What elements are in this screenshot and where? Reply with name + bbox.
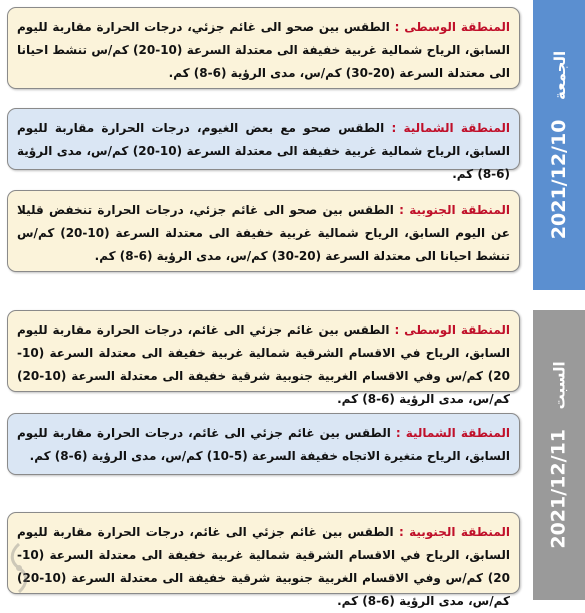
watermark-logo-icon: [6, 542, 32, 594]
forecast-text: الطقس بين غائم جزئي الى غائم، درجات الحرارة مقاربة لليوم السابق، الرياح متغيرة الاتجاه خفيفة السرعة (5-10) كم/س، مدى الرؤية (6-8) كم.: [17, 426, 510, 463]
forecast-text: الطقس بين صحو الى غائم جزئي، درجات الحرارة مقاربة لليوم السابق، الرياح شمالية غربية خفيفة الى معتدلة السرعة (10-20) كم/س تنشط احيانا الى معتدلة السرعة (20-30) كم/س، مدى الرؤية (6-8) كم.: [17, 20, 510, 80]
forecast-card-central-day1: [7, 7, 520, 89]
day-strip-2: [533, 310, 585, 600]
forecast-card-south-day2: [7, 512, 520, 608]
region-label: المنطقة الوسطى :: [394, 20, 511, 34]
region-label: المنطقة الوسطى :: [394, 323, 510, 337]
forecast-card-central-day2: [7, 310, 520, 406]
day-strip-2-label: [548, 361, 570, 548]
forecast-card-north-day1: [7, 108, 520, 181]
day-1-name: الجمعة: [551, 50, 569, 100]
forecast-text: الطقس صحو مع بعض الغيوم، درجات الحرارة مقاربة لليوم السابق، الرياح شمالية غربية خفيفة الى معتدلة السرعة (10-20) كم/س، مدى الرؤية (6-8) كم.: [17, 121, 511, 181]
day-strip-1: [533, 0, 585, 290]
region-label: المنطقة الشمالية :: [395, 426, 510, 440]
day-2-date: 2021/12/11: [548, 428, 571, 549]
day-1-date: 2021/12/10: [548, 119, 570, 240]
day-2-name: السبت: [551, 361, 570, 410]
region-label: المنطقة الشمالية :: [391, 121, 510, 135]
day-strip-1-label: [548, 51, 570, 239]
forecast-card-south-day1: [7, 190, 520, 272]
forecast-text: الطقس بين غائم جزئي الى غائم، درجات الحرارة مقاربة لليوم السابق، الرياح في الاقسام الشرقية شمالية غربية خفيفة الى معتدلة السرعة (10-20) كم/س وفي الاقسام الغربية جنوبية شرقية خفيفة الى معتدلة السرعة (10-20) كم/س، مدى الرؤية (6-8) كم.: [17, 525, 510, 608]
region-label: المنطقة الجنوبية :: [399, 203, 510, 217]
region-label: المنطقة الجنوبية :: [398, 525, 510, 539]
forecast-card-north-day2: [7, 413, 520, 475]
forecast-text: الطقس بين صحو الى غائم جزئي، درجات الحرارة تنخفض قليلا عن اليوم السابق، الرياح شمالية غربية خفيفة الى معتدلة السرعة (10-20) كم/س تنشط احيانا الى معتدلة السرعة (20-30) كم/س، مدى الرؤية (6-8) كم.: [17, 203, 510, 263]
forecast-text: الطقس بين غائم جزئي الى غائم، درجات الحرارة مقاربة لليوم السابق، الرياح في الاقسام الشرقية شمالية غربية خفيفة الى معتدلة السرعة (10-20) كم/س وفي الاقسام الغربية جنوبية شرقية خفيفة الى معتدلة السرعة (10-20) كم/س، مدى الرؤية (6-8) كم.: [17, 323, 510, 406]
